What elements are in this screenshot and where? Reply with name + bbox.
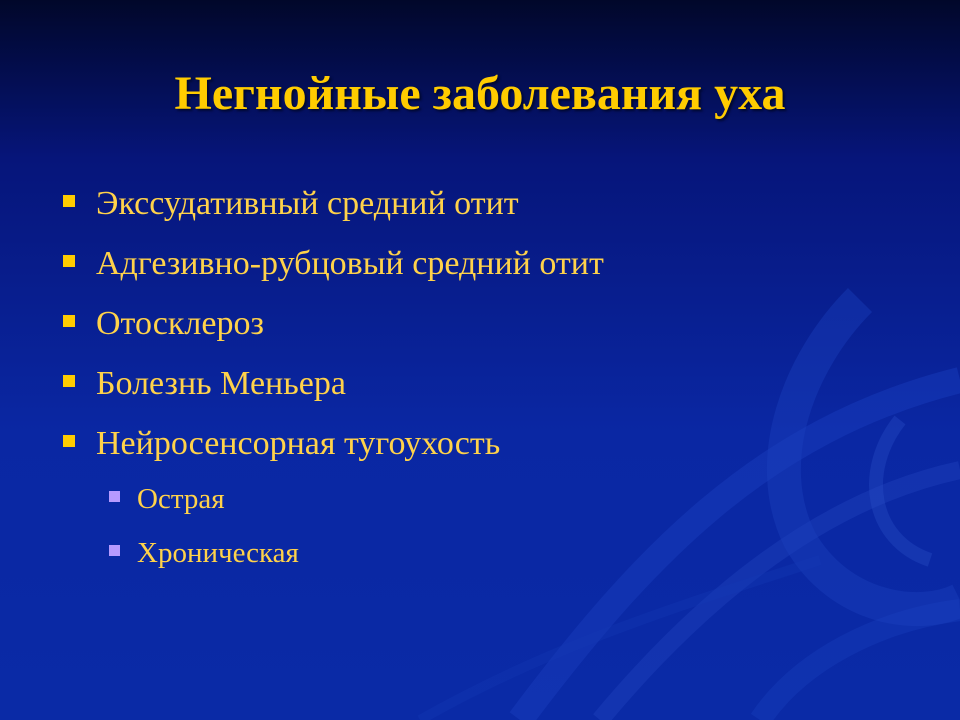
square-bullet-icon	[63, 255, 75, 267]
list-item-text: Экссудативный средний отит	[96, 185, 519, 222]
square-bullet-icon	[63, 435, 75, 447]
square-bullet-icon	[109, 545, 120, 556]
list-item-text: Адгезивно-рубцовый средний отит	[96, 245, 604, 282]
square-bullet-icon	[109, 491, 120, 502]
square-bullet-icon	[63, 195, 75, 207]
sub-list-item-text: Хроническая	[137, 537, 299, 569]
slide-title: Негнойные заболевания уха	[174, 67, 786, 120]
list-item-text: Отосклероз	[96, 305, 264, 342]
square-bullet-icon	[63, 375, 75, 387]
square-bullet-icon	[63, 315, 75, 327]
list-item-text: Болезнь Меньера	[96, 365, 346, 402]
sub-list-item-text: Острая	[137, 483, 225, 515]
list-item-text: Нейросенсорная тугоухость	[96, 425, 501, 462]
